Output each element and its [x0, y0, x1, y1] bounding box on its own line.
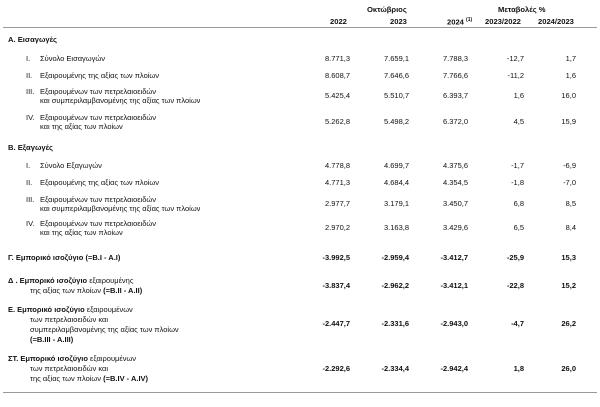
- value-2022: -2.292,6: [322, 364, 350, 373]
- row-label: Σύνολο Εξαγωγών: [40, 161, 102, 170]
- change-2023-2022: -22,8: [506, 281, 524, 290]
- section-b-title: Β. Εξαγωγές: [8, 143, 53, 152]
- change-2023-2022: 6,8: [513, 199, 524, 208]
- value-2023: 7.646,6: [383, 71, 409, 80]
- change-2024-2023: -6,9: [563, 161, 576, 170]
- row-number: II.: [26, 71, 33, 80]
- change-2023-2022: -25,9: [506, 253, 524, 262]
- change-2023-2022: -12,7: [506, 54, 524, 63]
- row-label-cont: και της αξίας των πλοίων: [40, 228, 123, 237]
- balance-st-line2: των πετρελαιοειδών και: [30, 364, 108, 373]
- row-number: III.: [26, 195, 35, 204]
- balance-d-title: Δ . Εμπορικό ισοζύγιο: [8, 276, 88, 285]
- value-2024: -2.942,4: [440, 364, 468, 373]
- balance-st-formula: (=B.IV - A.IV): [103, 374, 149, 383]
- row-label: Εξαιρουμένης της αξίας των πλοίων: [40, 178, 160, 187]
- header-2024: [447, 17, 472, 27]
- balance-d-title-rest: εξαιρουμένης: [89, 276, 134, 285]
- table-row: [0, 71, 600, 81]
- balance-st-title-rest: εξαιρουμένων: [90, 354, 137, 363]
- header-2022: 2022: [330, 17, 347, 26]
- value-2022: 8.771,3: [324, 54, 350, 63]
- change-2023-2022: 1,8: [513, 364, 524, 373]
- value-2024: 7.766,6: [442, 71, 468, 80]
- balance-g-label: [8, 253, 120, 263]
- balance-g-formula: (=B.I - A.I): [85, 253, 121, 262]
- row-label: Εξαιρουμένων των πετρελαιοειδών: [40, 87, 157, 96]
- balance-g-title: Γ. Εμπορικό ισοζύγιο: [8, 253, 84, 262]
- value-2023: -2.334,4: [381, 364, 409, 373]
- table-row: [0, 54, 600, 64]
- value-2024: 3.429,6: [442, 223, 468, 232]
- value-2022: 2.977,7: [324, 199, 350, 208]
- table-row: [0, 219, 600, 239]
- value-2022: 5.262,8: [324, 117, 350, 126]
- value-2023: 3.163,8: [383, 223, 409, 232]
- row-label-cont: και συμπεριλαμβανομένης της αξίας των πλοίων: [40, 96, 201, 105]
- table-row: [0, 87, 600, 107]
- balance-g-row: [0, 253, 600, 263]
- value-2023: -2.962,2: [381, 281, 409, 290]
- value-2023: 7.659,1: [383, 54, 409, 63]
- row-label: Εξαιρουμένων των πετρελαιοειδών: [40, 113, 157, 122]
- balance-d-row: [0, 276, 600, 298]
- value-2023: 5.498,2: [383, 117, 409, 126]
- value-2024: -3.412,7: [440, 253, 468, 262]
- row-label: Εξαιρουμένων των πετρελαιοειδών: [40, 219, 157, 228]
- value-2024: 4.375,6: [442, 161, 468, 170]
- value-2023: -2.959,4: [381, 253, 409, 262]
- balance-e-title-rest: εξαιρουμένων: [86, 305, 133, 314]
- row-number: III.: [26, 87, 35, 96]
- change-2024-2023: 15,9: [561, 117, 576, 126]
- change-2024-2023: 8,5: [565, 199, 576, 208]
- row-label: Σύνολο Εισαγωγών: [40, 54, 106, 63]
- balance-st-row: [0, 354, 600, 386]
- header-change-2: 2024/2023: [538, 17, 574, 26]
- change-2023-2022: 6,5: [513, 223, 524, 232]
- table-row: [0, 161, 600, 171]
- row-number: II.: [26, 178, 33, 187]
- balance-st-label: [8, 354, 136, 364]
- balance-d-label-cont: [30, 286, 142, 296]
- change-2024-2023: -7,0: [563, 178, 576, 187]
- value-2024: 6.372,0: [442, 117, 468, 126]
- row-label-cont: και συμπεριλαμβανομένης της αξίας των πλοίων: [40, 204, 201, 213]
- value-2022: 5.425,4: [324, 91, 350, 100]
- value-2024: 7.788,3: [442, 54, 468, 63]
- header-period: Οκτώβριος: [367, 5, 407, 14]
- table-row: [0, 113, 600, 133]
- change-2023-2022: 4,5: [513, 117, 524, 126]
- value-2023: 4.699,7: [383, 161, 409, 170]
- balance-st-line3: της αξίας των πλοίων: [30, 374, 102, 383]
- value-2022: 8.608,7: [324, 71, 350, 80]
- change-2024-2023: 15,3: [561, 253, 576, 262]
- value-2024: 6.393,7: [442, 91, 468, 100]
- row-number: IV.: [26, 113, 35, 122]
- row-label: Εξαιρουμένης της αξίας των πλοίων: [40, 71, 160, 80]
- value-2022: 4.778,8: [324, 161, 350, 170]
- table-row: [0, 178, 600, 188]
- value-2023: -2.331,6: [381, 319, 409, 328]
- row-label-cont: και της αξίας των πλοίων: [40, 122, 123, 131]
- row-label: Εξαιρουμένων των πετρελαιοειδών: [40, 195, 157, 204]
- header-rule: [3, 27, 597, 28]
- balance-st-title: ΣΤ. Εμπορικό ισοζύγιο: [8, 354, 88, 363]
- change-2024-2023: 26,0: [561, 364, 576, 373]
- row-number: I.: [26, 54, 31, 63]
- table-row: [0, 195, 600, 215]
- change-2024-2023: 1,7: [565, 54, 576, 63]
- footer-rule: [3, 392, 597, 393]
- value-2022: -2.447,7: [322, 319, 350, 328]
- section-a-title: Α. Εισαγωγές: [8, 35, 57, 44]
- balance-d-line2: της αξίας των πλοίων: [30, 286, 102, 295]
- balance-d-label: [8, 276, 133, 286]
- change-2023-2022: -1,8: [511, 178, 524, 187]
- balance-e-row: [0, 305, 600, 347]
- value-2024: -2.943,0: [440, 319, 468, 328]
- balance-d-formula: (=B.II - A.II): [103, 286, 143, 295]
- balance-e-line3: συμπεριλαμβανομένης της αξίας των πλοίων: [30, 325, 179, 334]
- change-2024-2023: 8,4: [565, 223, 576, 232]
- balance-st-label-cont: [30, 374, 148, 384]
- header-2023: 2023: [390, 17, 407, 26]
- change-2024-2023: 26,2: [561, 319, 576, 328]
- balance-e-formula: (=B.III - A.III): [30, 335, 74, 344]
- balance-e-title: Ε. Εμπορικό ισοζύγιο: [8, 305, 85, 314]
- value-2022: -3.992,5: [322, 253, 350, 262]
- value-2022: 2.970,2: [324, 223, 350, 232]
- change-2024-2023: 15,2: [561, 281, 576, 290]
- row-number: IV.: [26, 219, 35, 228]
- header-changes: Μεταβολές %: [498, 5, 546, 14]
- change-2024-2023: 16,0: [561, 91, 576, 100]
- value-2024: 3.450,7: [442, 199, 468, 208]
- value-2022: -3.837,4: [322, 281, 350, 290]
- value-2024: -3.412,1: [440, 281, 468, 290]
- change-2023-2022: -11,2: [507, 71, 524, 80]
- change-2023-2022: 1,6: [513, 91, 524, 100]
- value-2023: 4.684,4: [383, 178, 409, 187]
- balance-e-line2: των πετρελαιοειδών και: [30, 315, 108, 324]
- value-2023: 3.179,1: [383, 199, 409, 208]
- value-2023: 5.510,7: [383, 91, 409, 100]
- balance-e-label: [8, 305, 133, 315]
- header-2024-note: (1): [466, 17, 473, 23]
- header-change-1: 2023/2022: [485, 17, 521, 26]
- value-2022: 4.771,3: [324, 178, 350, 187]
- header-2024-year: 2024: [447, 17, 464, 27]
- value-2024: 4.354,5: [442, 178, 468, 187]
- change-2023-2022: -1,7: [511, 161, 524, 170]
- row-number: I.: [26, 161, 31, 170]
- change-2024-2023: 1,6: [565, 71, 576, 80]
- change-2023-2022: -4,7: [511, 319, 524, 328]
